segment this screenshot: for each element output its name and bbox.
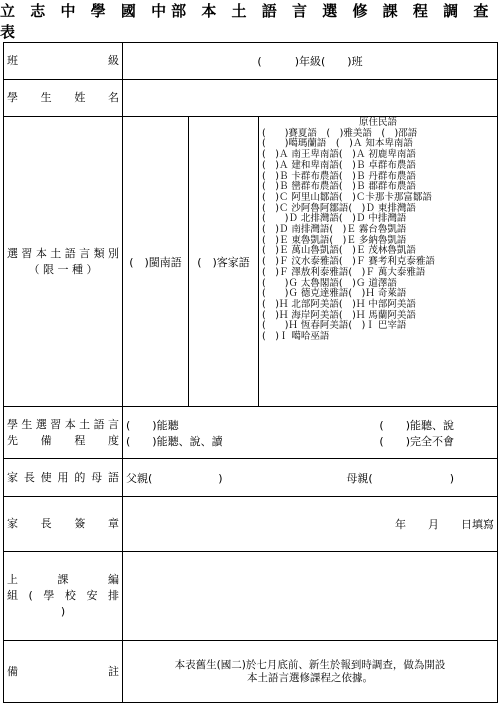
- indigenous-option-line[interactable]: ( )Ｃ 沙阿魯阿鄒語( )Ｄ 東排灣語: [262, 202, 416, 214]
- ability-listen-speak[interactable]: ( )能聽、說: [379, 418, 454, 432]
- indigenous-option-line[interactable]: ( )Ｅ 萬山魯凱語( )Ｅ 茂林魯凱語: [262, 245, 416, 257]
- parents-language-fields: [123, 459, 498, 497]
- class-row: [4, 43, 498, 80]
- signature-date-field[interactable]: 年 月 日填寫: [123, 497, 498, 552]
- indigenous-option-line[interactable]: ( )Ｈ 海岸阿美語( )Ｈ 馬蘭阿美語: [262, 309, 416, 321]
- language-category-label: 選習本土語言類別 （ 限 一 種 ）: [4, 117, 123, 407]
- remarks-text: 本表舊生(國二)於七月底前、新生於報到時調查，做為開設 本土語言選修課程之依據。: [123, 641, 498, 703]
- indigenous-option-line[interactable]: ( )Ｇ 太魯閣語( )Ｇ 道澤語: [262, 277, 397, 289]
- indigenous-list: [262, 129, 494, 343]
- indigenous-option-line[interactable]: ( )Ａ 南王卑南語( )Ａ 初鹿卑南語: [262, 149, 416, 161]
- indigenous-option-line[interactable]: ( )Ａ 建和卑南語( )Ｂ 卓群布農語: [262, 159, 416, 171]
- indigenous-option-line[interactable]: ( )賽夏語 ( )雅美語 ( )邵語: [262, 127, 418, 139]
- prior-ability-label: 學生選習本土語言 先 備 程 度: [4, 407, 123, 459]
- form-title: 立 志 中 學 國 中部 本 土 語 言 選 修 課 程 調 查 表: [0, 2, 494, 41]
- option-hakka[interactable]: ( )客家語: [189, 117, 259, 407]
- language-category-row: [4, 117, 498, 407]
- indigenous-option-line[interactable]: ( )Ｆ 汶水泰雅語( )Ｆ 賽考利克泰雅語: [262, 256, 435, 268]
- indigenous-option-line[interactable]: ( )Ｂ 卡群布農語( )Ｂ 丹群布農語: [262, 170, 416, 182]
- indigenous-option-line[interactable]: ( )Ｆ 澤敖利泰雅語( )Ｆ 萬大泰雅語: [262, 266, 426, 278]
- option-minnan[interactable]: ( )閩南語: [123, 117, 189, 407]
- indigenous-option-line[interactable]: ( )Ｉ 噶哈巫語: [262, 331, 330, 343]
- student-name-label: 學 生 姓 名: [4, 80, 123, 117]
- parent-signature-label: 家 長 簽 章: [4, 497, 123, 552]
- mother-language-field[interactable]: 母親( ): [346, 471, 454, 485]
- student-name-field[interactable]: [123, 80, 498, 117]
- indigenous-option-line[interactable]: ( )Ｂ 巒群布農語( )Ｂ 郡群布農語: [262, 181, 416, 193]
- group-arrangement-field[interactable]: [123, 552, 498, 641]
- survey-form-table: [3, 42, 498, 703]
- parents-language-label: 家長使用的母語: [4, 459, 123, 497]
- ability-listen[interactable]: ( )能聽: [126, 418, 179, 432]
- class-label: 班 級: [4, 43, 123, 80]
- indigenous-option-line[interactable]: ( )Ｄ 北排灣語( )Ｄ 中排灣語: [262, 213, 407, 225]
- prior-ability-options: [123, 407, 498, 459]
- class-field[interactable]: ( )年級( )班: [123, 43, 498, 80]
- indigenous-option-line[interactable]: ( )Ｈ 北部阿美語( )Ｈ 中部阿美語: [262, 298, 416, 310]
- remarks-label: 備 註: [4, 641, 123, 703]
- indigenous-options: [259, 117, 498, 407]
- indigenous-option-line[interactable]: ( )Ｈ 恆春阿美語( )Ｉ 巴宰語: [262, 320, 407, 332]
- prior-ability-row: [4, 407, 498, 459]
- indigenous-option-line[interactable]: ( )Ｅ 東魯凱語( )Ｅ 多納魯凱語: [262, 234, 407, 246]
- student-name-row: [4, 80, 498, 117]
- indigenous-option-line[interactable]: ( )Ｃ 阿里山鄒語( )Ｃ卡那卡那富鄒語: [262, 191, 432, 203]
- ability-none[interactable]: ( )完全不會: [379, 434, 454, 448]
- parent-signature-row: [4, 497, 498, 552]
- group-arrangement-row: [4, 552, 498, 641]
- parents-language-row: [4, 459, 498, 497]
- remarks-row: [4, 641, 498, 703]
- father-language-field[interactable]: 父親( ): [126, 471, 223, 485]
- ability-listen-speak-read[interactable]: ( )能聽、說、讀: [126, 434, 223, 448]
- indigenous-option-line[interactable]: ( )Ｇ 德克達雅語( )Ｈ 奇萊語: [262, 288, 407, 300]
- indigenous-option-line[interactable]: ( )Ｄ 南排灣語( )Ｅ 霧台魯凱語: [262, 224, 407, 236]
- indigenous-header: 原住民語: [358, 117, 397, 128]
- indigenous-option-line[interactable]: ( )噶瑪蘭語 ( )Ａ 知本卑南語: [262, 138, 413, 150]
- group-arrangement-label: 上 課 編 組(學校安排 ): [4, 552, 123, 641]
